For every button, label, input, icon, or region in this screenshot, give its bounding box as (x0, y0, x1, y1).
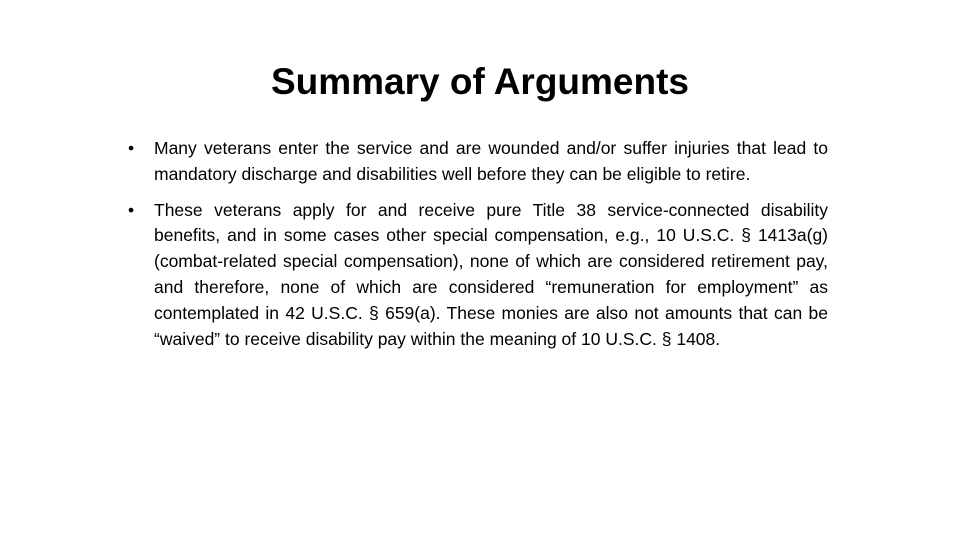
bullet-text-1: Many veterans enter the service and are wounded and/or suffer injuries that lead to mandatory discharge and disabilities well before they can be eligible to retire. (154, 138, 828, 184)
slide-title: Summary of Arguments (270, 61, 690, 102)
bullet-dot-icon: • (128, 199, 135, 220)
bullet-text-2: These veterans apply for and receive pure Title 38 service-connected disability benefits, and in some cases other special compensation, e.g., 10 U.S.C. § 1413a(g) (combat-related special compensation), none of which are considered retirement pay, and therefore, none of which are considered “remuneration for employment” as contemplated in 42 U.S.C. § 659(a). These monies are also not amounts that can be “waived” to receive disability pay within the meaning of 10 U.S.C. § 1408. (154, 199, 828, 349)
bullet-item-2 (128, 198, 828, 353)
bullet-dot-icon: • (128, 138, 135, 158)
bullet-item-1 (128, 136, 828, 188)
bullet-list (128, 136, 828, 362)
